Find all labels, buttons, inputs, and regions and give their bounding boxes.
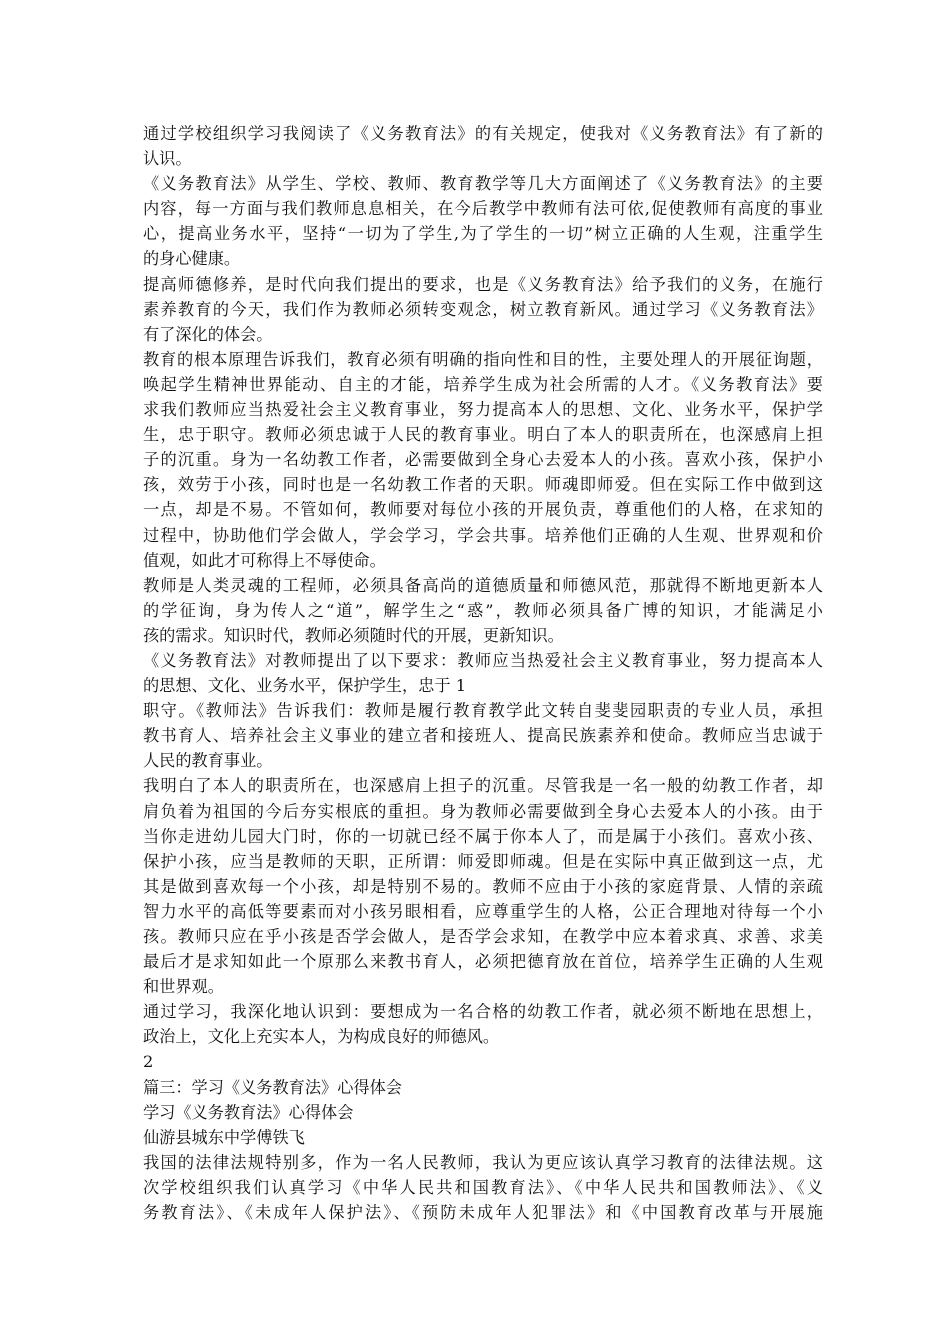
document-body (143, 121, 823, 1225)
text-line: 政治上，文化上充实本人，为构成良好的师德风。 (143, 1027, 500, 1047)
text-line: 求我们教师应当热爱社会主义教育事业，努力提高本人的思想、文化、业务水平，保护学 (143, 400, 823, 420)
text-line: 教育的根本原理告诉我们，教育必须有明确的指向性和目的性，主要处理人的开展征询题， (143, 349, 823, 369)
text-line: 肩负着为祖国的今后夯实根底的重担。身为教师必需要做到全身心去爱本人的小孩。由于 (143, 801, 823, 821)
text-line: 孩。教师只应在乎小孩是否学会做人，是否学会求知，在教学中应本着求真、求善、求美 (143, 927, 823, 946)
text-line: 2 (143, 1052, 154, 1072)
text-line: 子的沉重。身为一名幼教工作者，必需要做到全身心去爱本人的小孩。喜欢小孩，保护小 (143, 450, 823, 470)
text-line: 学习《义务教育法》心得体会 (143, 1102, 354, 1122)
text-line: 的身心健康。 (143, 249, 241, 269)
text-line: 孩的需求。知识时代，教师必须随时代的开展，更新知识。 (143, 625, 564, 645)
text-line: 《义务教育法》对教师提出了以下要求：教师应当热爱社会主义教育事业，努力提高本人 (143, 650, 823, 670)
text-line: 认识。 (143, 149, 192, 169)
text-line: 保护小孩，应当是教师的天职，正所谓：师爱即师魂。但是在实际中真正做到这一点，尤 (143, 851, 823, 871)
text-line: 我国的法律法规特别多，作为一名人民教师，我认为更应该认真学习教育的法律法规。这 (143, 1152, 823, 1172)
text-line: 务教育法》、《未成年人保护法》、《预防未成年人犯罪法》和《中国教育改革与开展施 (143, 1203, 823, 1223)
text-line: 其是做到喜欢每一个小孩，却是特别不易的。教师不应由于小孩的家庭背景、人情的亲疏 (143, 876, 823, 896)
text-line: 内容，每一方面与我们教师息息相关，在今后教学中教师有法可依,促使教师有高度的事业 (143, 199, 823, 219)
text-line: 职守。《教师法》告诉我们：教师是履行教育教学此文转自斐斐园职责的专业人员，承担 (143, 701, 823, 721)
text-line: 最后才是求知如此一个原那么来教书育人，必须把德育放在首位，培养学生正确的人生观 (143, 952, 823, 972)
text-line: 孩，效劳于小孩，同时也是一名幼教工作者的天职。师魂即师爱。但在实际工作中做到这 (143, 475, 823, 495)
text-line: 我明白了本人的职责所在，也深感肩上担子的沉重。尽管我是一名一般的幼教工作者，却 (143, 776, 823, 796)
text-line: 次学校组织我们认真学习《中华人民共和国教育法》、《中华人民共和国教师法》、《义 (143, 1177, 823, 1197)
text-line: 值观，如此才可称得上不辱使命。 (143, 550, 386, 570)
text-line: 人民的教育事业。 (143, 751, 273, 771)
text-line: 心，提高业务水平，坚持“一切为了学生,为了学生的一切”树立正确的人生观，注重学生 (143, 224, 823, 244)
text-line: 唤起学生精神世界能动、自主的才能，培养学生成为社会所需的人才。《义务教育法》要 (143, 374, 823, 394)
text-line: 和世界观。 (143, 977, 224, 997)
text-line: 生，忠于职守。教师必须忠诚于人民的教育事业。明白了本人的职责所在，也深感肩上担 (143, 425, 823, 445)
text-line: 当你走进幼儿园大门时，你的一切就已经不属于你本人了，而是属于小孩们。喜欢小孩、 (143, 826, 823, 846)
text-line: 有了深化的体会。 (143, 324, 273, 344)
text-line: 过程中，协助他们学会做人，学会学习，学会共事。培养他们正确的人生观、世界观和价 (143, 525, 823, 545)
text-line: 仙游县城东中学傅铁飞 (143, 1127, 305, 1147)
text-line: 篇三：学习《义务教育法》心得体会 (143, 1077, 402, 1097)
text-line: 通过学习，我深化地认识到：要想成为一名合格的幼教工作者，就必须不断地在思想上， (143, 1002, 823, 1022)
text-line: 的思想、文化、业务水平，保护学生，忠于 1 (143, 676, 467, 696)
text-line: 提高师德修养，是时代向我们提出的要求，也是《义务教育法》给予我们的义务，在施行 (143, 274, 823, 294)
text-line: 一点，却是不易。不管如何，教师要对每位小孩的开展负责，尊重他们的人格，在求知的 (143, 500, 823, 520)
text-line: 教师是人类灵魂的工程师，必须具备高尚的道德质量和师德风范，那就得不断地更新本人 (143, 575, 823, 595)
text-line: 的学征询，身为传人之“道”，解学生之“惑”，教师必须具备广博的知识，才能满足小 (143, 600, 823, 620)
text-line: 通过学校组织学习我阅读了《义务教育法》的有关规定，使我对《义务教育法》有了新的 (143, 124, 823, 143)
text-line: 素养教育的今天，我们作为教师必须转变观念，树立教育新风。通过学习《义务教育法》 (143, 299, 823, 319)
text-line: 教书育人、培养社会主义事业的建立者和接班人、提高民族素养和使命。教师应当忠诚于 (143, 726, 823, 746)
text-line: 《义务教育法》从学生、学校、教师、教育教学等几大方面阐述了《义务教育法》的主要 (143, 174, 823, 194)
text-line: 智力水平的高低等要素而对小孩另眼相看，应尊重学生的人格，公正合理地对待每一个小 (143, 901, 823, 921)
